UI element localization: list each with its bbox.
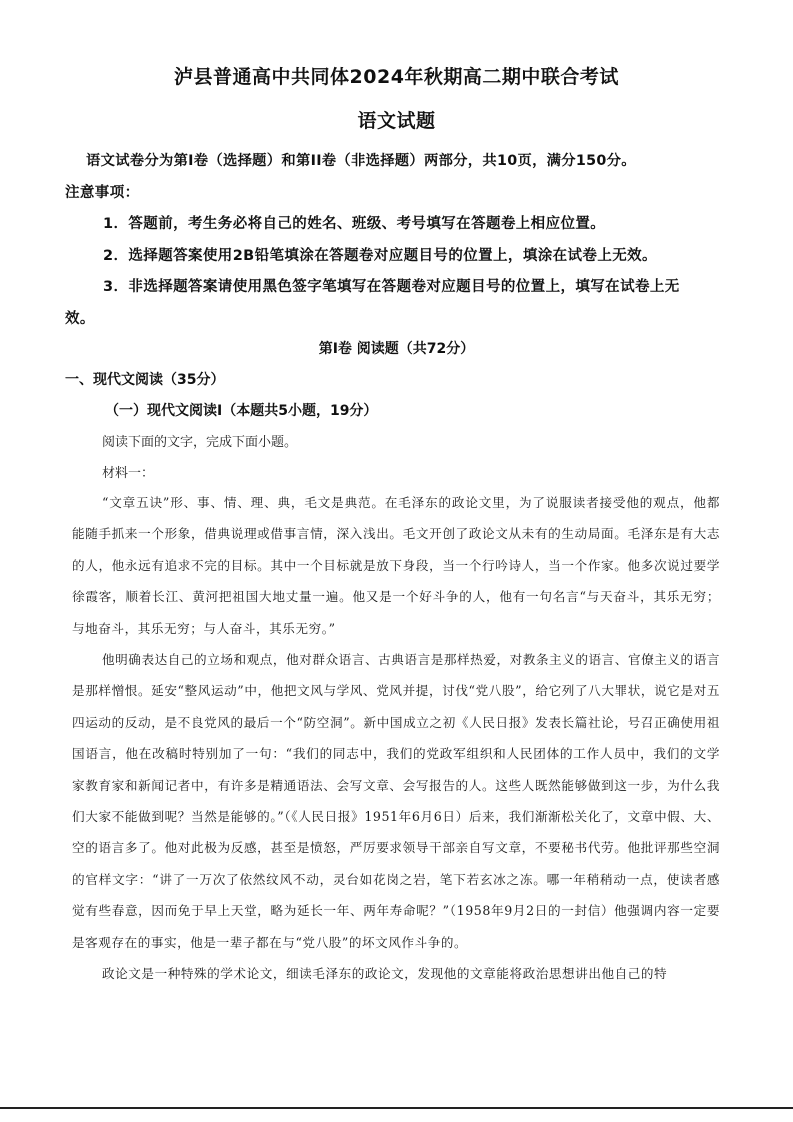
exam-title: 泸县普通高中共同体2024年秋期高二期中联合考试: [174, 66, 619, 88]
material-paragraph: 他明确表达自己的立场和观点，他对群众语言、古典语言是那样热爱，对教条主义的语言、官僚主义的语言是那样憎恨。延安“整风运动”中，他把文风与学风、党风并提，讨伐“党八股”，给它列了八大罪状，说它是对五四运动的反动，是不良党风的最后一个“防空洞”。新中国成立之初《人民日报》发表长篇社论，号召正确使用祖国语言，他在改稿时特别加了一句：“我们的同志中，我们的党政军组织和人民团体的工作人员中，我们的文学家教育家和新闻记者中，有许多是精通语法、会写文章、会写报告的人。这些人既然能够做到这一步，为什么我们大家不能做到呢？当然是能够的。”（《人民日报》1951年6月6日）后来，我们渐渐松关化了，文章中假、大、空的语言多了。他对此极为反感，甚至是愤怒，严厉要求领导干部亲自写文章，不要秘书代劳。他批评那些空洞的官样文字：“讲了一万次了依然纹风不动，灵台如花岗之岩，笔下若玄冰之冻。哪一年稍稍动一点，使读者感觉有些春意，因而免于早上天堂，略为延长一年、两年寿命呢？”（1958年9月2日的一封信）他强调内容一定要是客观存在的事实，他是一辈子都在与“党八股”的坏文风作斗争的。: [72, 652, 720, 950]
material-text: [72, 487, 720, 990]
exam-intro: 语文试卷分为第I卷（选择题）和第II卷（非选择题）两部分，共10页，满分150分。: [86, 153, 636, 169]
exam-subtitle: 语文试题: [357, 110, 436, 132]
reading-instruction: 阅读下面的文字，完成下面小题。: [102, 435, 298, 450]
material-paragraph: 政论文是一种特殊的学术论文，细读毛泽东的政论文，发现他的文章能将政治思想讲出他自己的特: [102, 966, 668, 982]
subsection-heading: （一）现代文阅读I（本题共5小题，19分）: [105, 403, 378, 419]
section-heading: 一、现代文阅读（35分）: [65, 372, 225, 388]
part-title: 第I卷 阅读题（共72分）: [318, 341, 475, 357]
notice-heading: 注意事项：: [65, 185, 140, 201]
notice-item: 3．非选择题答案请使用黑色签字笔填写在答题卷对应题目号的位置上，填写在试卷上无: [103, 279, 680, 295]
material-paragraph: “文章五诀”形、事、情、理、典，毛文是典范。在毛泽东的政论文里，为了说服读者接受他的观点，他都能随手抓来一个形象，借典说理或借事言情，深入浅出。毛文开创了政论文从未有的生动局面。毛泽东是有大志的人，他永远有追求不完的目标。其中一个目标就是放下身段，当一个行吟诗人，当一个作家。他多次说过要学徐霞客，顺着长江、黄河把祖国大地丈量一遍。他又是一个好斗争的人，他有一句名言“与天奋斗，其乐无穷；与地奋斗，其乐无穷；与人奋斗，其乐无穷。”: [72, 495, 720, 636]
notice-item: 2．选择题答案使用2B铅笔填涂在答题卷对应题目号的位置上，填涂在试卷上无效。: [103, 248, 657, 264]
page-bottom-rule: [0, 1107, 793, 1109]
notice-item: 效。: [65, 311, 95, 327]
notice-item: 1．答题前，考生务必将自己的姓名、班级、考号填写在答题卷上相应位置。: [103, 216, 606, 232]
material-label: 材料一：: [102, 466, 155, 481]
